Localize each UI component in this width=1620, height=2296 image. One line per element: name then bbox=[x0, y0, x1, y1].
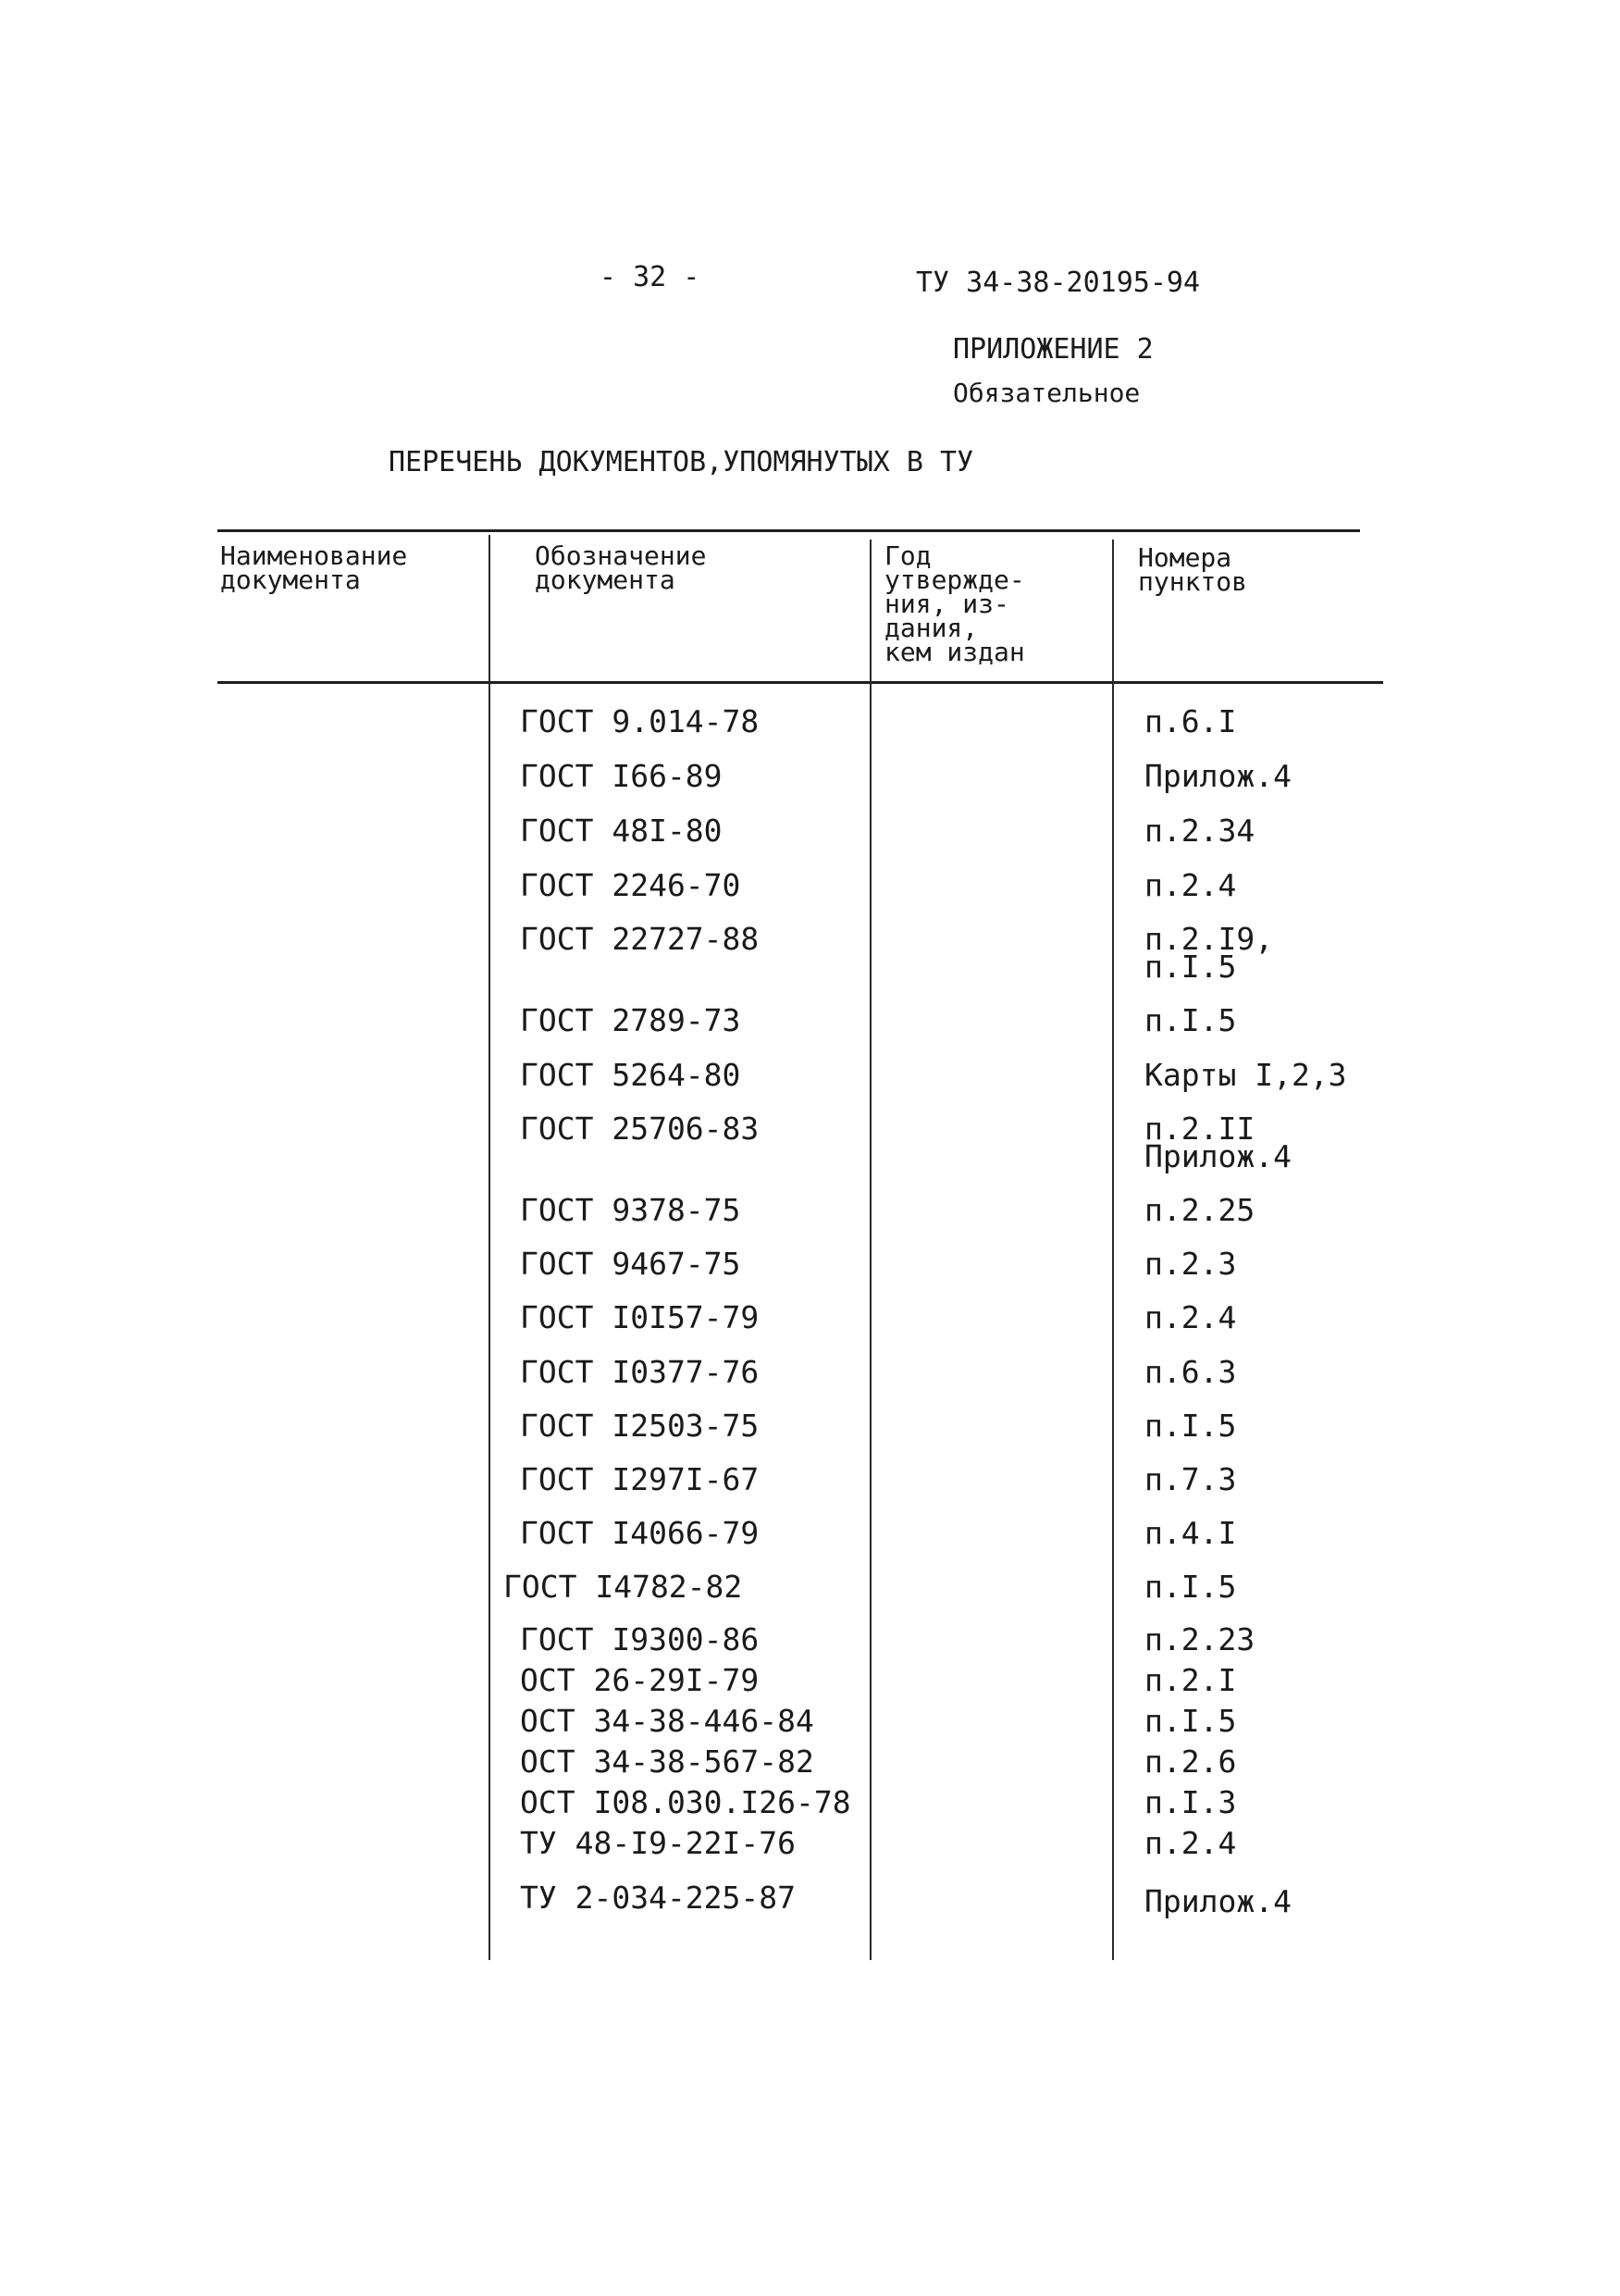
appendix-status: Обязательное bbox=[953, 378, 1141, 408]
table-row bbox=[490, 921, 1416, 985]
document-code-cell: ГОСТ I0377-76 bbox=[520, 1354, 760, 1390]
table-row bbox=[490, 1057, 1416, 1094]
clause-ref-cell: п.4.I bbox=[1144, 1515, 1237, 1551]
table-row bbox=[490, 1354, 1416, 1391]
page-title: ПЕРЕЧЕНЬ ДОКУМЕНТОВ,УПОМЯНУТЫХ В ТУ bbox=[389, 446, 974, 478]
clause-ref-cell: п.2.25 bbox=[1144, 1192, 1255, 1228]
header-document-designation: Обозначение документа bbox=[535, 540, 707, 595]
header-document-name: Наименование документа bbox=[220, 540, 408, 595]
document-code-cell: ГОСТ I297I-67 bbox=[520, 1461, 760, 1497]
document-code-cell: ГОСТ I4782-82 bbox=[503, 1569, 743, 1605]
clause-ref-cell: п.I.5 bbox=[1144, 1703, 1237, 1739]
clause-ref-cell: п.I.3 bbox=[1144, 1784, 1237, 1820]
document-code-cell: ОСТ 34-38-567-82 bbox=[520, 1744, 814, 1780]
table-row bbox=[490, 1744, 1416, 1781]
document-code-cell: ТУ 48-I9-22I-76 bbox=[520, 1825, 797, 1861]
document-code-cell: ГОСТ 9.014-78 bbox=[520, 703, 760, 739]
document-code-cell: ГОСТ 22727-88 bbox=[520, 921, 760, 957]
clause-ref-cell: Прилож.4 bbox=[1144, 1883, 1292, 1919]
clause-ref-cell: Прилож.4 bbox=[1144, 758, 1292, 794]
document-code-cell: ГОСТ 9467-75 bbox=[520, 1246, 741, 1282]
document-code-cell: ГОСТ 5264-80 bbox=[520, 1057, 741, 1093]
table-row bbox=[490, 1880, 1416, 1917]
clause-ref-cell: п.6.I bbox=[1144, 703, 1237, 739]
clause-ref-cell: п.2.4 bbox=[1144, 867, 1237, 903]
table-row bbox=[490, 1569, 1416, 1606]
document-code-cell: ГОСТ I0I57-79 bbox=[520, 1299, 760, 1335]
document-code-cell: ГОСТ 48I-80 bbox=[520, 813, 723, 849]
table-row bbox=[490, 1192, 1416, 1229]
appendix-title: ПРИЛОЖЕНИЕ 2 bbox=[953, 333, 1154, 366]
clause-ref-cell: п.2.6 bbox=[1144, 1744, 1237, 1780]
table-row bbox=[490, 1621, 1416, 1658]
table-row bbox=[490, 813, 1416, 850]
clause-ref-cell: п.2.II Прилож.4 bbox=[1144, 1111, 1292, 1174]
document-code-cell: ГОСТ I4066-79 bbox=[520, 1515, 760, 1551]
clause-ref-cell: п.2.23 bbox=[1144, 1621, 1255, 1657]
table-row bbox=[490, 1246, 1416, 1283]
header-bottom-rule bbox=[217, 681, 1383, 684]
document-code: ТУ 34-38-20195-94 bbox=[916, 267, 1201, 299]
clause-ref-cell: п.2.4 bbox=[1144, 1825, 1237, 1861]
table-top-rule bbox=[217, 529, 1360, 532]
table-row bbox=[490, 1111, 1416, 1174]
document-code-cell: ТУ 2-034-225-87 bbox=[520, 1880, 797, 1916]
document-code-cell: ОСТ 34-38-446-84 bbox=[520, 1703, 814, 1739]
clause-ref-cell: п.2.I bbox=[1144, 1662, 1237, 1698]
table-row bbox=[490, 1825, 1416, 1862]
page-number: - 32 - bbox=[600, 261, 700, 293]
document-code-cell: ГОСТ 25706-83 bbox=[520, 1111, 760, 1147]
table-row bbox=[490, 1703, 1416, 1740]
document-code-cell: ГОСТ I2503-75 bbox=[520, 1408, 760, 1444]
table-row bbox=[490, 1002, 1416, 1039]
table-row bbox=[490, 1784, 1416, 1821]
document-code-cell: ГОСТ 9378-75 bbox=[520, 1192, 741, 1228]
table-row bbox=[490, 1299, 1416, 1336]
clause-ref-cell: п.2.I9, п.I.5 bbox=[1144, 921, 1274, 985]
clause-ref-cell: п.I.5 bbox=[1144, 1569, 1237, 1605]
clause-ref-cell: п.2.3 bbox=[1144, 1246, 1237, 1282]
document-code-cell: ГОСТ 2246-70 bbox=[520, 867, 741, 903]
clause-ref-cell: Карты I,2,3 bbox=[1144, 1057, 1347, 1093]
table-row bbox=[490, 703, 1416, 740]
table-row bbox=[490, 758, 1416, 795]
table-row bbox=[490, 867, 1416, 904]
header-clause-numbers: Номера пунктов bbox=[1138, 542, 1248, 597]
clause-ref-cell: п.I.5 bbox=[1144, 1408, 1237, 1444]
document-code-cell: ГОСТ I9300-86 bbox=[520, 1621, 760, 1657]
clause-ref-cell: п.7.3 bbox=[1144, 1461, 1237, 1497]
table-row bbox=[490, 1662, 1416, 1699]
table-row bbox=[490, 1461, 1416, 1498]
clause-ref-cell: п.2.4 bbox=[1144, 1299, 1237, 1335]
document-code-cell: ГОСТ 2789-73 bbox=[520, 1002, 741, 1038]
document-code-cell: ОСТ I08.030.I26-78 bbox=[520, 1784, 851, 1820]
clause-ref-cell: п.I.5 bbox=[1144, 1002, 1237, 1038]
document-code-cell: ОСТ 26-29I-79 bbox=[520, 1662, 760, 1698]
table-row bbox=[490, 1408, 1416, 1445]
clause-ref-cell: п.2.34 bbox=[1144, 813, 1255, 849]
table-row bbox=[490, 1515, 1416, 1552]
clause-ref-cell: п.6.3 bbox=[1144, 1354, 1237, 1390]
header-approval-year: Год утвержде- ния, из- дания, кем издан bbox=[884, 540, 1025, 667]
document-code-cell: ГОСТ I66-89 bbox=[520, 758, 723, 794]
